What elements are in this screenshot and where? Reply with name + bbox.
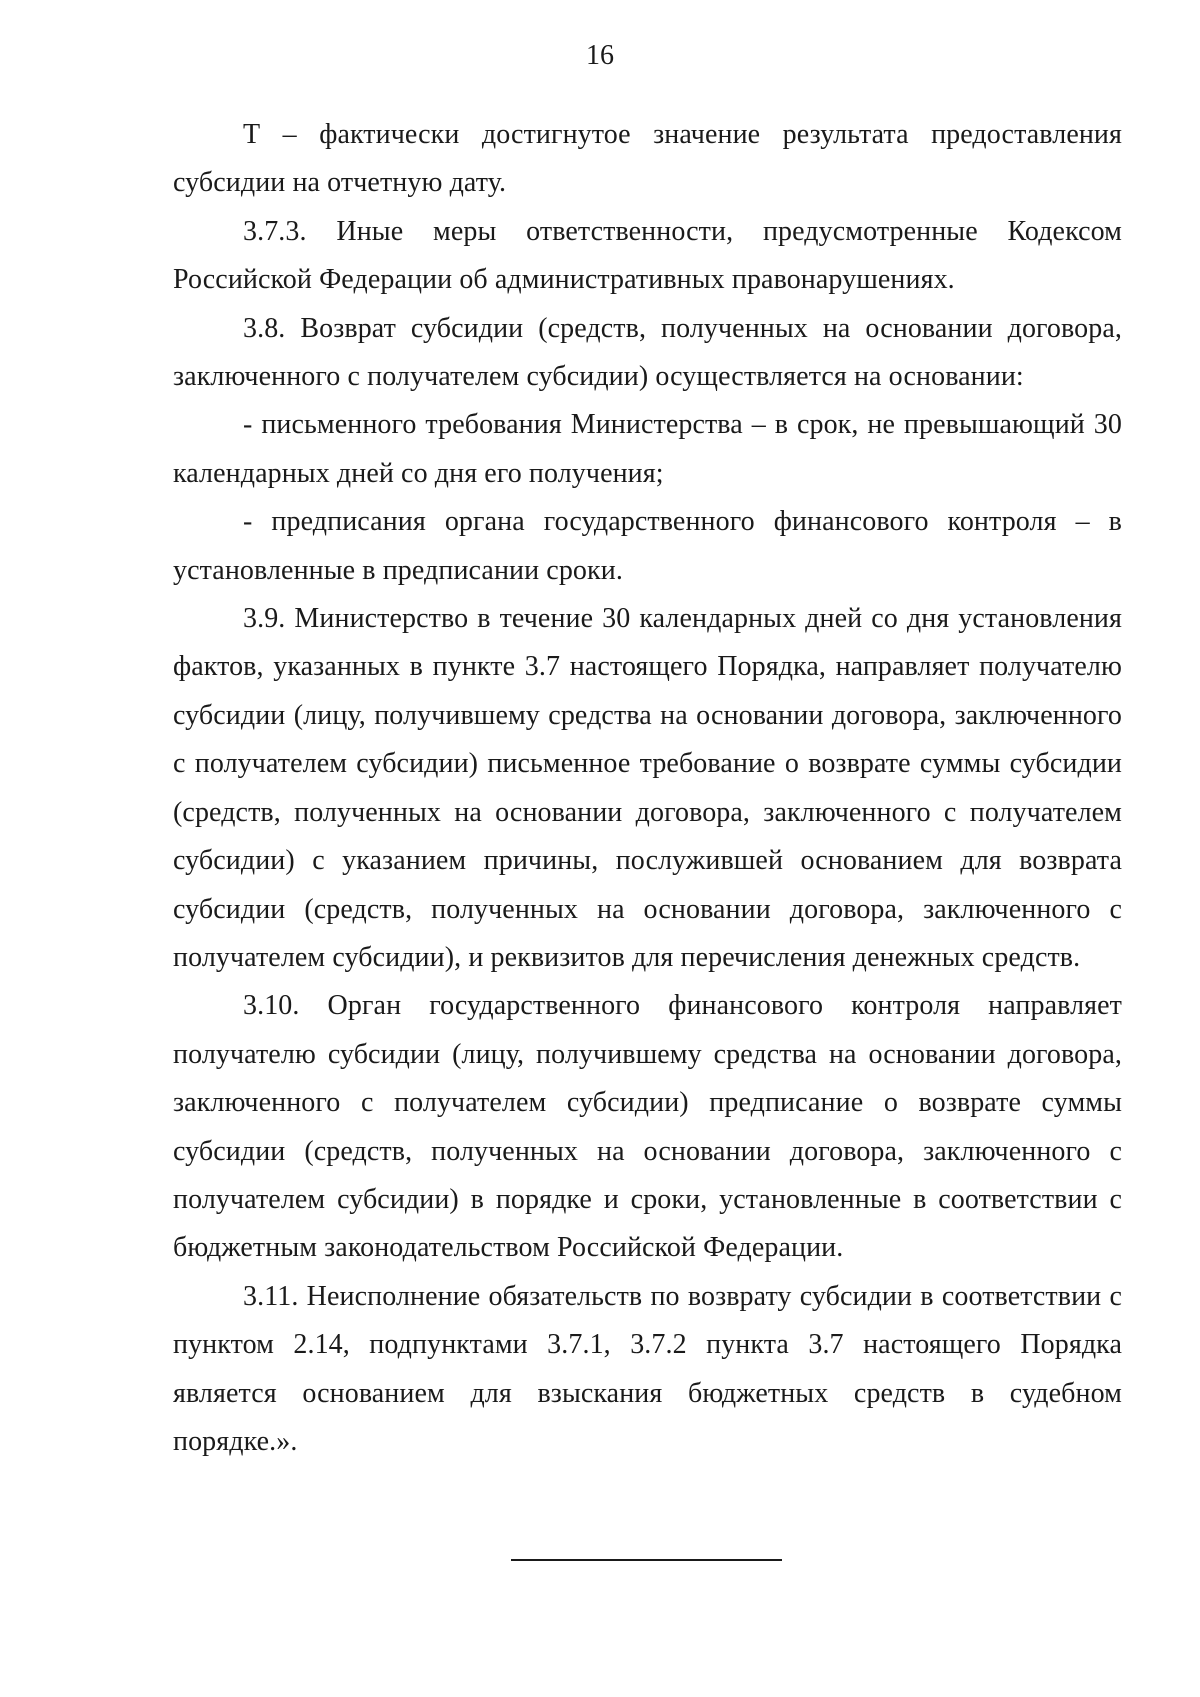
paragraph-3-11: 3.11. Неисполнение обязательств по возврату субсидии в соответствии с пунктом 2.14, подпунктами 3.7.1, 3.7.2 пункта 3.7 настоящего Порядка является основанием для взыскания бюджетных средств в судебном порядке.».	[173, 1280, 1122, 1457]
paragraph-3-7-3: 3.7.3. Иные меры ответственности, предусмотренные Кодексом Российской Федерации об административных правонарушениях.	[173, 215, 1122, 296]
list-item-control-order: - предписания органа государственного финансового контроля – в установленные в предписании сроки.	[173, 506, 1122, 586]
page-number: 16	[586, 40, 614, 71]
paragraph-3-10: 3.10. Орган государственного финансового контроля направляет получателю субсидии (лицу, получившему средства на основании договора, заключенного с получателем субсидии) предписание о возврате суммы субсидии (средств, полученных на основании договора, заключенного с получателем субсидии) в порядке и сроки, установленные в соответствии с бюджетным законодательством Российской Федерации.	[173, 990, 1122, 1264]
list-item-ministry-demand: - письменного требования Министерства – в срок, не превышающий 30 календарных дней со дня его получения;	[173, 409, 1122, 489]
document-body	[173, 111, 1122, 1466]
paragraph-t-definition: Т – фактически достигнутое значение результата предоставления субсидии на отчетную дату.	[173, 119, 1122, 199]
end-of-document-rule	[511, 1559, 782, 1561]
paragraph-3-9: 3.9. Министерство в течение 30 календарных дней со дня установления фактов, указанных в пункте 3.7 настоящего Порядка, направляет получателю субсидии (лицу, получившему средства на основании договора, заключенного с получателем субсидии) письменное требование о возврате суммы субсидии (средств, полученных на основании договора, заключенного с получателем субсидии) с указанием причины, послужившей основанием для возврата субсидии (средств, полученных на основании договора, заключенного с получателем субсидии), и реквизитов для перечисления денежных средств.	[173, 603, 1122, 973]
paragraph-3-8: 3.8. Возврат субсидии (средств, полученных на основании договора, заключенного с получателем субсидии) осуществляется на основании:	[173, 312, 1122, 393]
